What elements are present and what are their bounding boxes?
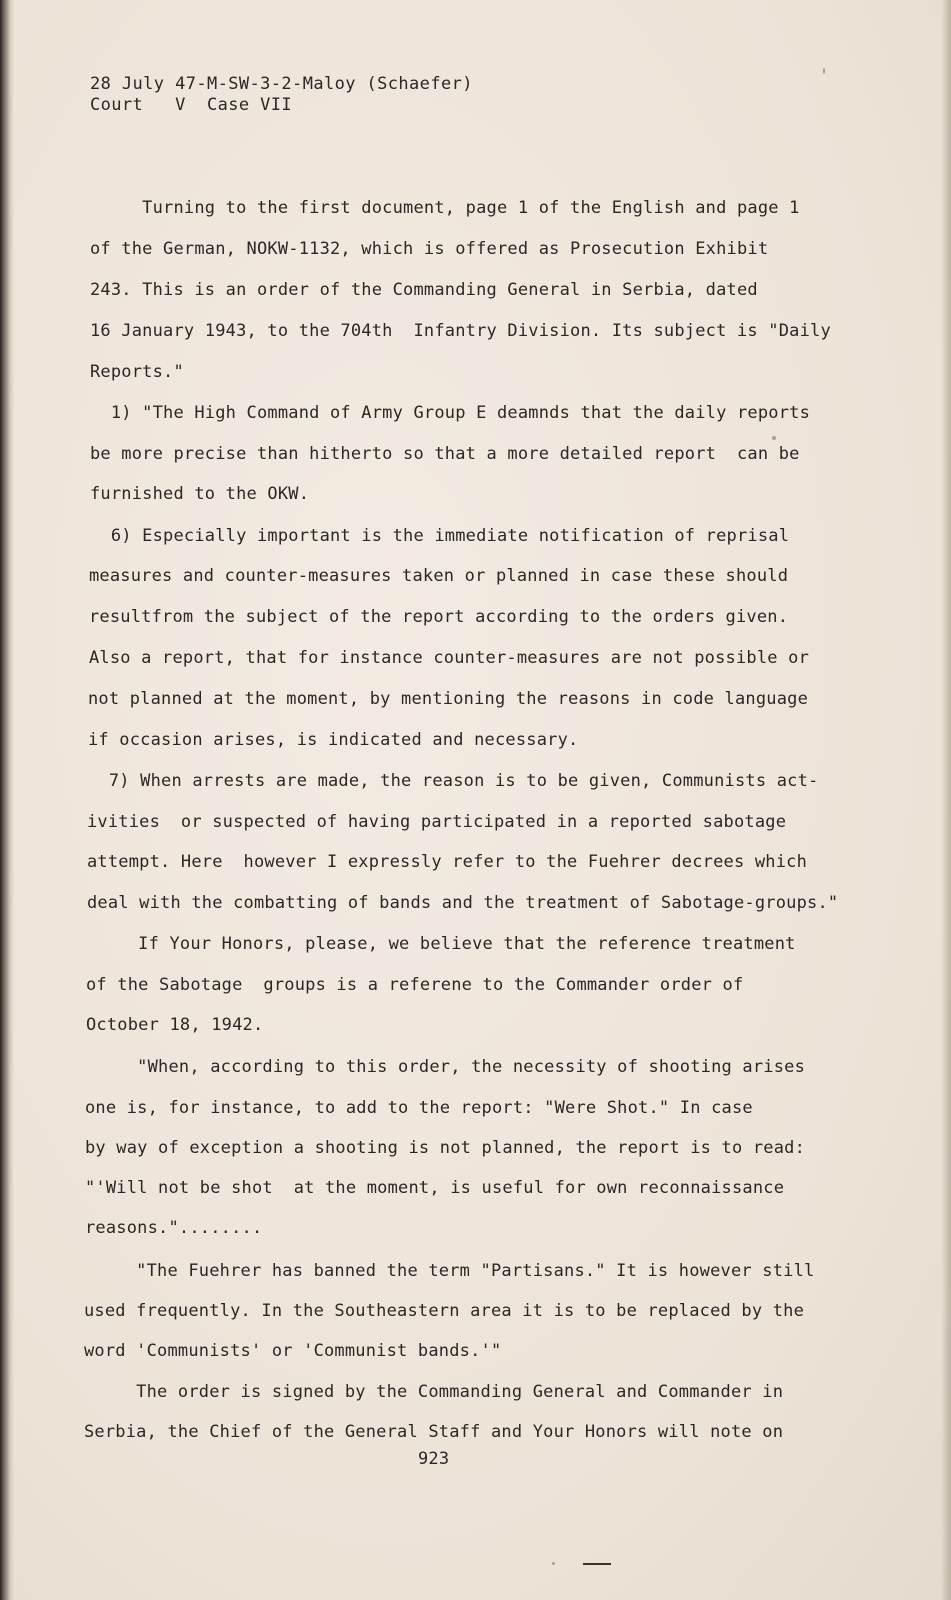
body-line: of the Sabotage groups is a referene to the Commander order of (86, 975, 744, 995)
body-line: 1) "The High Command of Army Group E deamnds that the daily reports (90, 403, 811, 423)
body-line: word 'Communists' or 'Communist bands.'" (84, 1341, 502, 1361)
body-line: 7) When arrests are made, the reason is to be given, Communists act- (88, 771, 819, 791)
paper-speck (772, 436, 776, 440)
body-line: 6) Especially important is the immediate notification of reprisal (90, 526, 790, 546)
body-line: Reports." (90, 362, 184, 382)
header-line-1: 28 July 47-M-SW-3-2-Maloy (Schaefer) (90, 74, 473, 94)
body-line: reasons."........ (85, 1218, 263, 1238)
body-line: one is, for instance, to add to the report: "Were Shot." In case (85, 1098, 753, 1118)
ink-mark (583, 1563, 611, 1565)
body-line: The order is signed by the Commanding General and Commander in (84, 1382, 784, 1402)
body-line: Turning to the first document, page 1 of the English and page 1 (90, 198, 800, 218)
page-right-edge-shadow (941, 0, 951, 1600)
body-line: ivities or suspected of having participated in a reported sabotage (87, 812, 787, 832)
body-line: used frequently. In the Southeastern area it is to be replaced by the (84, 1301, 805, 1321)
body-line: 16 January 1943, to the 704th Infantry Division. Its subject is "Daily (90, 321, 831, 341)
body-line: Also a report, that for instance counter-measures are not possible or (89, 648, 810, 668)
body-line: "When, according to this order, the necessity of shooting arises (85, 1057, 806, 1077)
body-line: furnished to the OKW. (90, 484, 310, 504)
body-line: "'Will not be shot at the moment, is useful for own reconnaissance (85, 1178, 785, 1198)
body-line: 243. This is an order of the Commanding General in Serbia, dated (90, 280, 758, 300)
body-line: be more precise than hitherto so that a more detailed report can be (90, 444, 800, 464)
body-line: "The Fuehrer has banned the term "Partisans." It is however still (84, 1261, 815, 1281)
body-line: if occasion arises, is indicated and necessary. (88, 730, 579, 750)
paper-speck (552, 1562, 555, 1565)
page-number: 923 (418, 1449, 450, 1469)
body-line: by way of exception a shooting is not planned, the report is to read: (85, 1138, 806, 1158)
body-line: If Your Honors, please, we believe that the reference treatment (86, 934, 796, 954)
page-left-edge-shadow (0, 0, 14, 1600)
body-line: October 18, 1942. (86, 1015, 264, 1035)
body-line: Serbia, the Chief of the General Staff and Your Honors will note on (84, 1422, 784, 1442)
body-line: measures and counter-measures taken or planned in case these should (89, 566, 789, 586)
body-line: not planned at the moment, by mentioning the reasons in code language (88, 689, 809, 709)
body-line: of the German, NOKW-1132, which is offered as Prosecution Exhibit (90, 239, 769, 259)
header-line-2: Court V Case VII (90, 95, 293, 115)
body-line: attempt. Here however I expressly refer to the Fuehrer decrees which (87, 852, 808, 872)
paper-speck (823, 68, 825, 74)
body-line: resultfrom the subject of the report according to the orders given. (89, 607, 789, 627)
body-line: deal with the combatting of bands and the treatment of Sabotage-groups." (87, 893, 839, 913)
